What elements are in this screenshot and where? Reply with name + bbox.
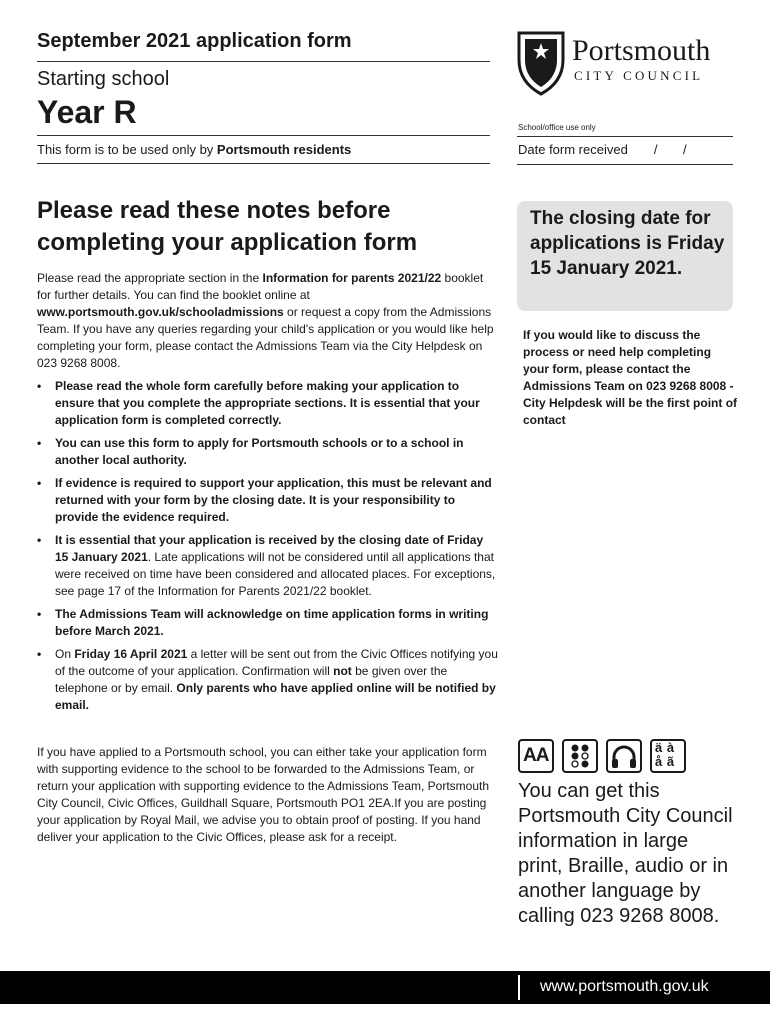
form-title: September 2021 application form [37, 30, 352, 52]
bullet-bold: Please read the whole form carefully before making your application to ensure that you complete the appropriate sections. It is essential that your application form is completed correctly. [55, 379, 480, 427]
title-rule [37, 61, 490, 62]
year-heading: Year R [37, 94, 137, 130]
office-rule-top [517, 136, 733, 137]
residents-note [37, 142, 351, 157]
contact-note: If you would like to discuss the process or need help completing your form, please contact the Admissions Team on 023 9268 8008 - City Helpdesk will be the first point of contact [523, 328, 738, 427]
bullet-bold: It is essential that your application is received by the closing date of Friday 15 January 2021 [55, 533, 484, 564]
date-received-label: Date form received [518, 142, 628, 157]
form-subtitle: Starting school [37, 68, 170, 90]
language-icon [650, 739, 686, 773]
large-print-icon [518, 739, 554, 773]
closing-date-box [517, 201, 733, 311]
list-item [37, 532, 499, 600]
intro-paragraph [37, 270, 499, 372]
intro-booklet-name: Information for parents 2021/22 [262, 271, 442, 285]
council-crest-icon [516, 30, 566, 96]
bullet-bold: Only parents who have applied online will be notified by email. [55, 681, 496, 712]
admissions-url[interactable]: www.portsmouth.gov.uk/schooladmissions [37, 305, 284, 319]
bullet-bold: You can use this form to apply for Portsmouth schools or to a school in another local authority. [55, 436, 464, 467]
list-item [37, 378, 499, 429]
residents-prefix: This form is to be used only by [37, 142, 217, 157]
language-glyphs: ä à å ã [655, 740, 675, 769]
intro-text-3: or request a copy from the Admissions Team. If you have any queries regarding your child's application or you would like help completing your form, please contact the Admissions Team via the City Helpdesk on 023 9268 8008. [37, 305, 494, 370]
bullet-text: a letter will be sent out from the Civic Offices notifying you of the outcome of your application. Confirmation will [55, 647, 498, 678]
date-slashes: / / [653, 142, 687, 157]
bullet-text: be given over the telephone or by email. [55, 664, 448, 695]
list-item [37, 475, 499, 526]
council-subname: CITY COUNCIL [574, 68, 704, 83]
braille-icon [562, 739, 598, 773]
closing-date-text: The closing date for applications is Friday 15 January 2021. [530, 208, 725, 279]
footer-bar [0, 971, 770, 1004]
bullet-bold: not [333, 664, 352, 678]
list-item [37, 646, 499, 714]
bullet-bold: The Admissions Team will acknowledge on time application forms in writing before March 2021. [55, 607, 489, 638]
bullet-text: . Late applications will not be considered until all applications that were received on time have been considered and allocated places. For exceptions, see page 17 of the Information for Parents 2021/22 booklet. [55, 550, 496, 598]
residents-bold: Portsmouth residents [216, 142, 352, 157]
intro-text-2: booklet for further details. You can find the booklet online at [37, 271, 484, 302]
council-name: Portsmouth [572, 34, 711, 67]
submission-paragraph: If you have applied to a Portsmouth school, you can either take your application form with supporting evidence to the school to be forwarded to the Admissions Team, or return your application with supporting evidence to the Admissions Team, Portsmouth City Council, Civic Offices, Guildhall Square, Portsmouth PO1 2EA.If you are posting your application by Royal Mail, we advise you to obtain proof of posting. If you hand deliver your application to the Civic Offices, please ask for a receipt. [37, 745, 490, 844]
footer-url-link[interactable]: www.portsmouth.gov.uk [540, 978, 709, 995]
list-item [37, 606, 499, 640]
headphones-icon [606, 739, 642, 773]
footer-divider [518, 975, 520, 1000]
list-item [37, 435, 499, 469]
year-rule [37, 135, 490, 136]
bullet-bold: Friday 16 April 2021 [74, 647, 188, 661]
residents-rule [37, 163, 490, 164]
intro-text-1: Please read the appropriate section in the [37, 271, 263, 285]
date-received-field [518, 142, 687, 157]
accessibility-icons [518, 739, 718, 775]
notes-heading: Please read these notes before completing your application form [37, 197, 418, 256]
office-rule-bottom [517, 164, 733, 165]
bullet-bold: If evidence is required to support your application, this must be relevant and returned with your form by the closing date. It is your responsibility to provide the evidence required. [55, 476, 492, 524]
office-use-label: School/office use only [518, 123, 596, 132]
notes-list [37, 378, 499, 720]
bullet-text: On [55, 647, 75, 661]
accessibility-text: You can get this Portsmouth City Council information in large print, Braille, audio or in another language by calling 023 9268 8008. [518, 780, 733, 927]
large-print-glyph: AA [523, 745, 549, 766]
